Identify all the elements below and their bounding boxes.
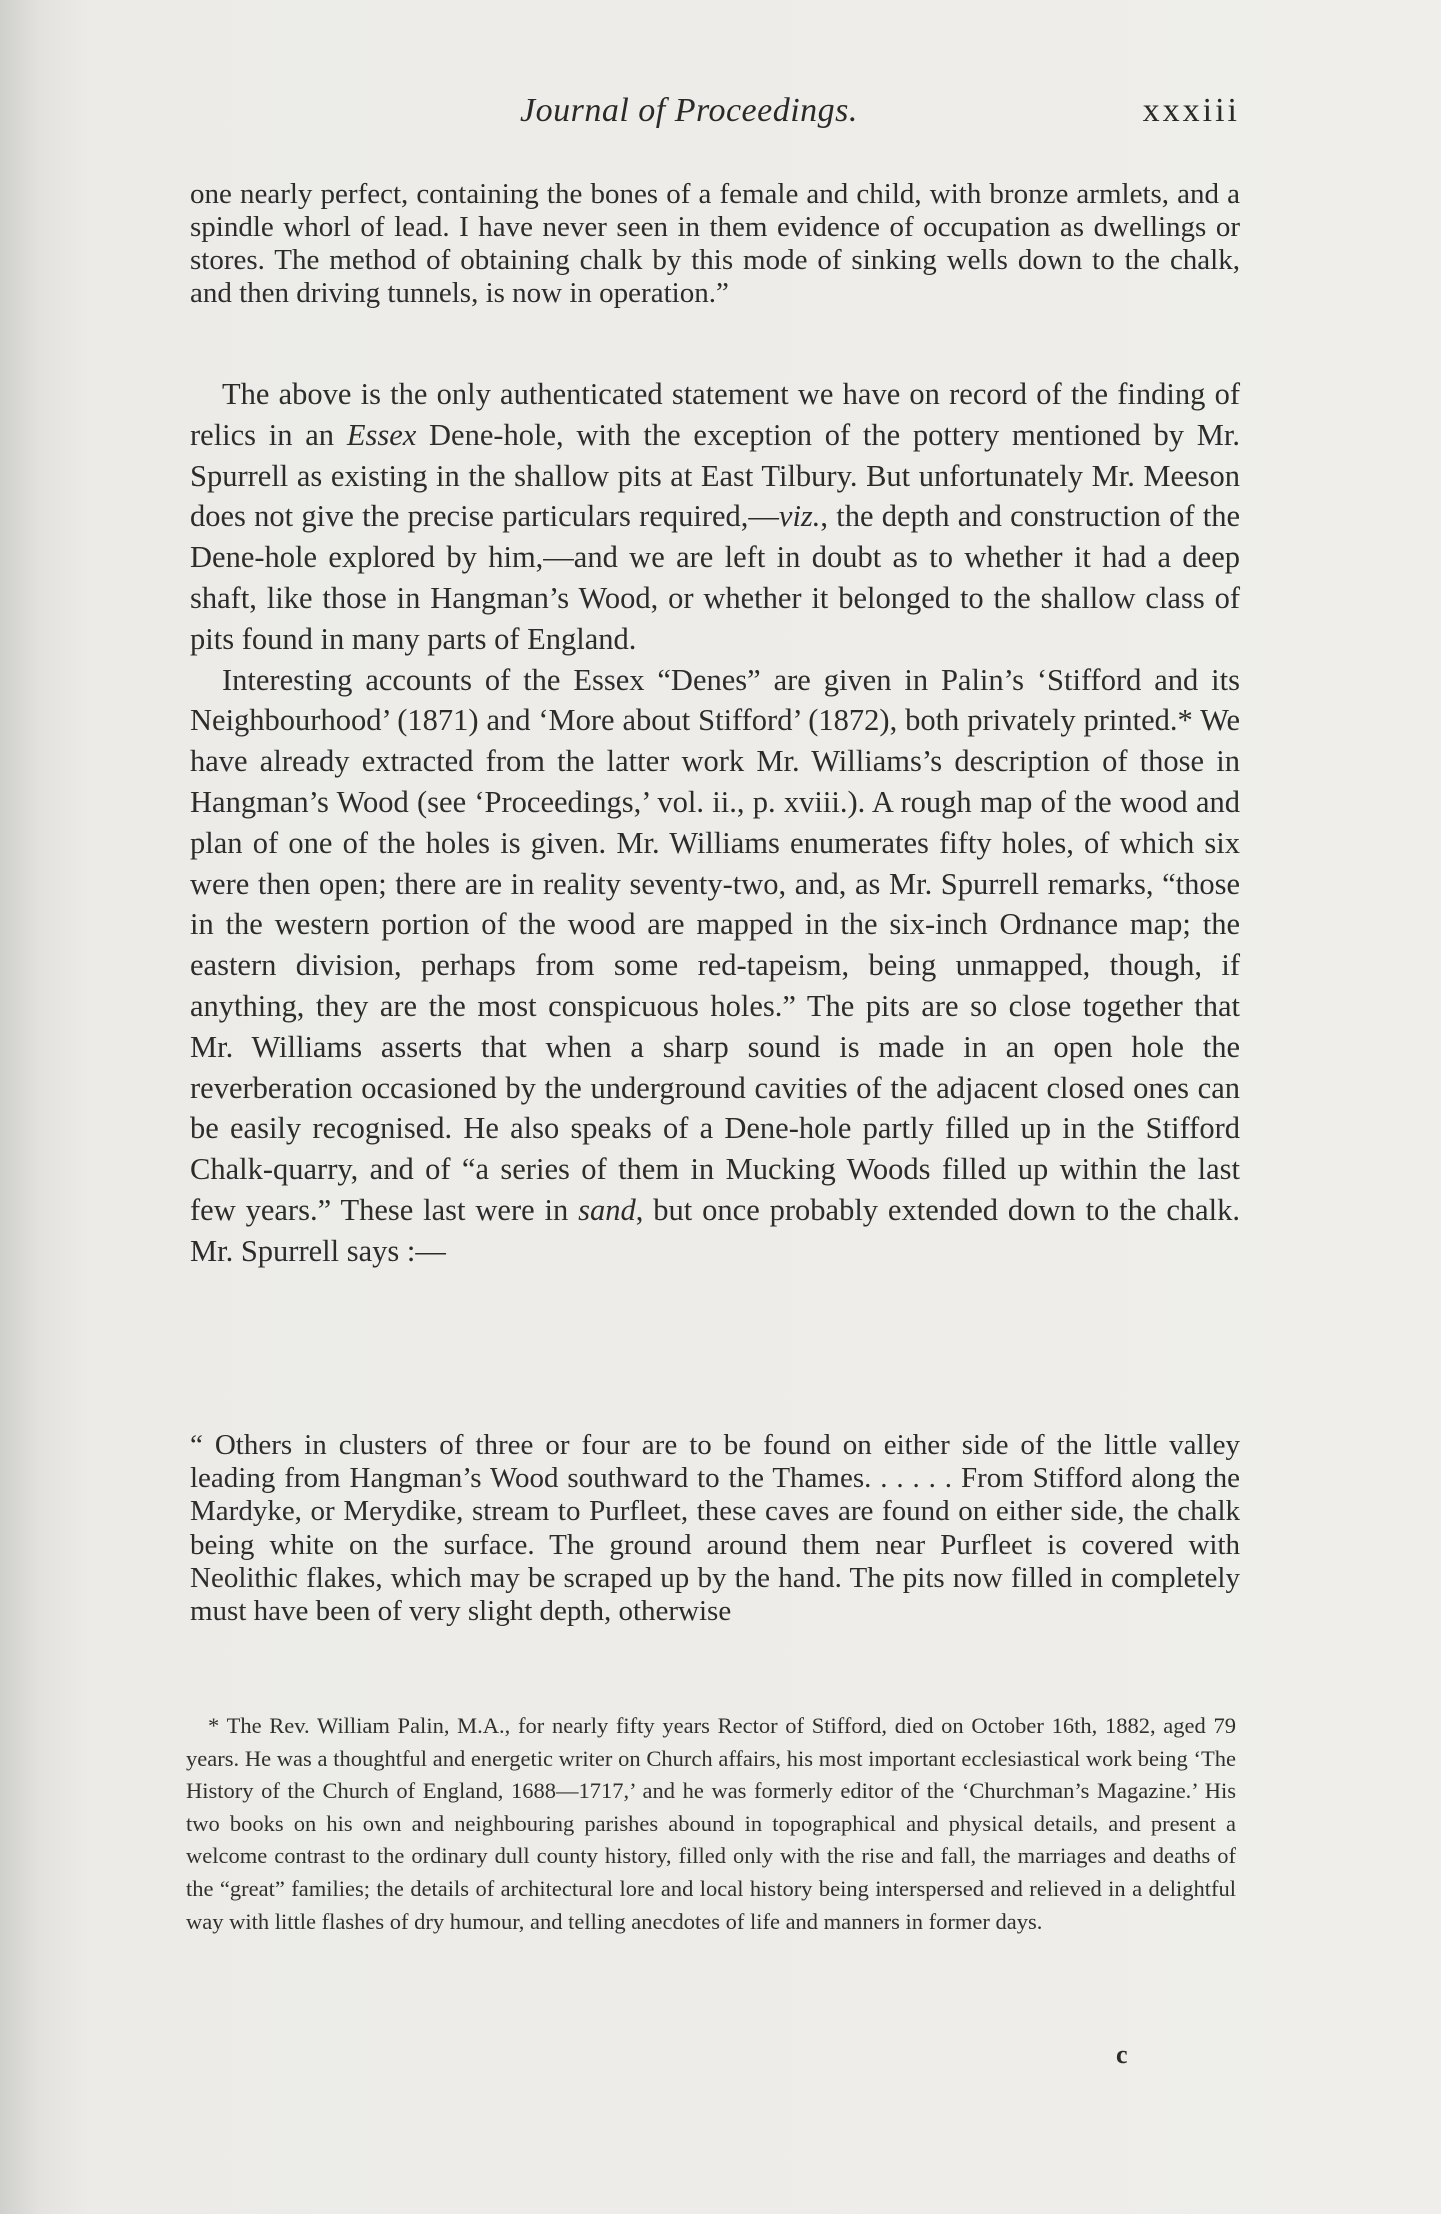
page-number: xxxiii <box>1142 92 1240 129</box>
paragraph-essex-denes <box>190 660 1240 1272</box>
page-header <box>190 92 1240 142</box>
footnote <box>186 1710 1236 1938</box>
spurrell-quote <box>190 1429 1240 1628</box>
body-text <box>190 374 1240 1272</box>
paragraph-1-text-c: , the depth and construction of the Dene-hole explored by him,—and we are left in doubt as to whether it had a deep shaft, like those in Hangman’s Wood, or whether it belonged to the shallow class of pits found in many parts of England. <box>190 499 1240 656</box>
paragraph-1-text-a: The above is the only authenticated statement we have on record of the finding of relics in an <box>190 377 1240 452</box>
paragraph-authenticated-statement <box>190 374 1240 660</box>
paragraph-2-text-a: Interesting accounts of the Essex “Denes” are given in Palin’s ‘Stifford and its Neighbourhood’ (1871) and ‘More about Stifford’ (1872), both privately printed.* We have already extracted from the latter work Mr. Williams’s description of those in Hangman’s Wood (see ‘Proceedings,’ vol. ii., p. xviii.). A rough map of the wood and plan of one of the holes is given. Mr. Williams enumerates fifty holes, of which six were then open; there are in reality seventy-two, and, as Mr. Spurrell remarks, “those in the western portion of the wood are mapped in the six-inch Ordnance map; the eastern division, perhaps from some red-tapeism, being unmapped, though, if anything, they are the most conspicuous holes.” The pits are so close together that Mr. Williams asserts that when a sharp sound is made in an open hole the reverberation occasioned by the underground cavities of the adjacent closed ones can be easily recognised. He also speaks of a Dene-hole partly filled up in the Stifford Chalk-quarry, and of “a series of them in Mucking Woods filled up within the last few years.” These last were in <box>190 662 1240 1227</box>
paragraph-2-sand: sand <box>578 1192 636 1227</box>
running-title: Journal of Proceedings. <box>520 92 858 129</box>
quote-continuation <box>190 178 1240 310</box>
footnote-text: * The Rev. William Palin, M.A., for nearly fifty years Rector of Stifford, died on October 16th, 1882, aged 79 years. He was a thoughtful and energetic writer on Church affairs, his most important ecclesiastical work being ‘The History of the Church of England, 1688—1717,’ and he was formerly editor of the ‘Churchman’s Magazine.’ His two books on his own and neighbouring parishes abound in topographical and physical details, and present a welcome contrast to the ordinary dull county history, filled only with the rise and fall, the marriages and deaths of the “great” families; the details of architectural lore and local history being interspersed and relieved in a delightful way with little flashes of dry humour, and telling anecdotes of life and manners in former days. <box>186 1713 1236 1934</box>
paragraph-1-viz: viz. <box>778 499 821 534</box>
quote-continuation-text: one nearly perfect, containing the bones of a female and child, with bronze armlets, and a spindle whorl of lead. I have never seen in them evidence of occupation as dwellings or stores. The method of obtaining chalk by this mode of sinking wells down to the chalk, and then driving tunnels, is now in operation.” <box>190 178 1240 309</box>
paragraph-2-text-b: , but once probably extended down to the chalk. Mr. Spurrell says :— <box>190 1192 1240 1268</box>
paragraph-1-text-b: Dene-hole, with the exception of the pottery mentioned by Mr. Spurrell as existing in the shallow pits at East Tilbury. But unfortunately Mr. Meeson does not give the precise particulars required,— <box>190 417 1241 534</box>
paragraph-1-essex: Essex <box>346 417 417 452</box>
signature-mark: c <box>1116 2040 1128 2069</box>
spurrell-quote-text: “ Others in clusters of three or four are to be found on either side of the little valley leading from Hangman’s Wood southward to the Thames. . . . . . From Stifford along the Mardyke, or Merydike, stream to Purfleet, these caves are found on either side, the chalk being white on the surface. The ground around them near Purfleet is covered with Neolithic flakes, which may be scraped up by the hand. The pits now filled in completely must have been of very slight depth, otherwise <box>190 1429 1240 1628</box>
